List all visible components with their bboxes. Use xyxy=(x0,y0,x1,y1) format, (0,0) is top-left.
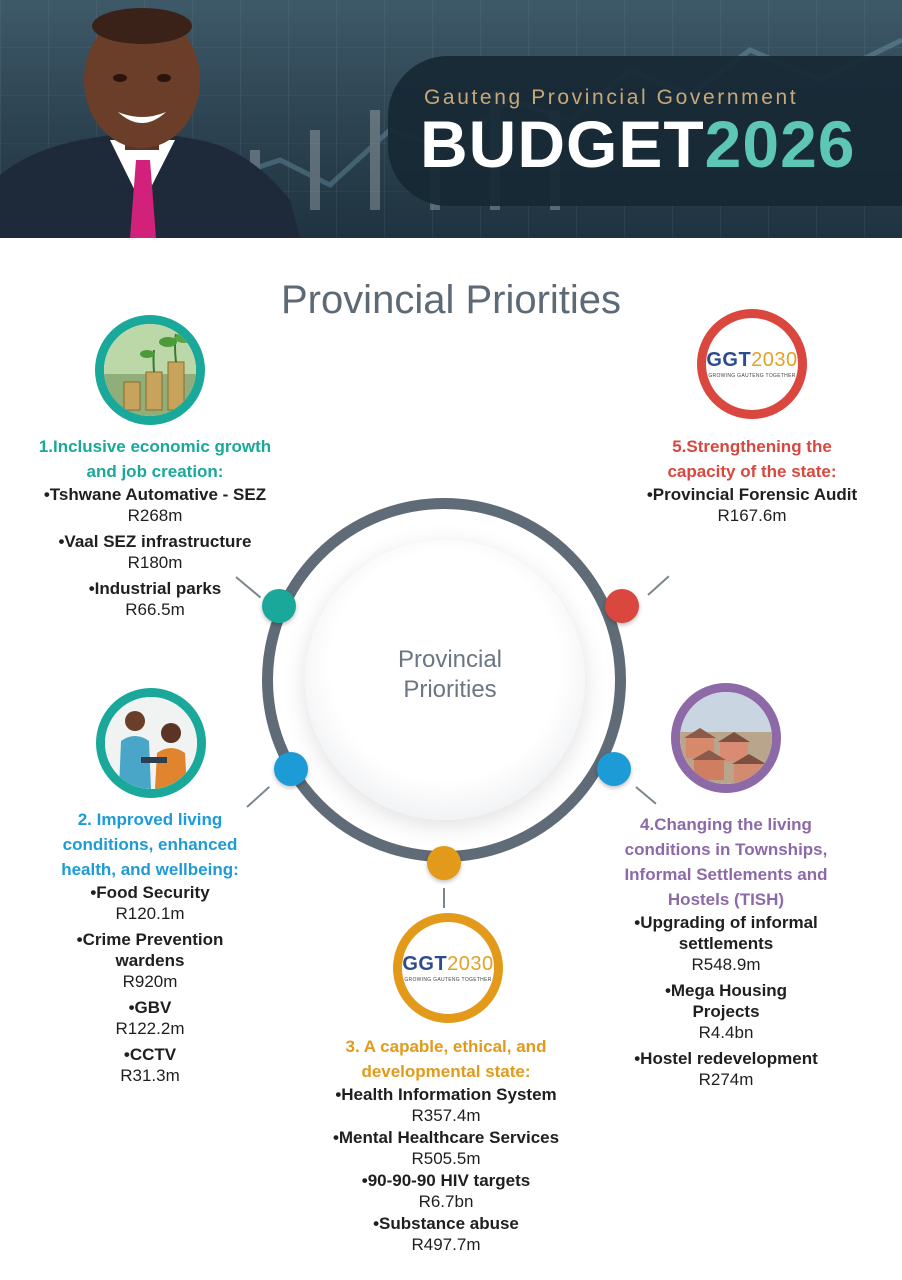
priority-item-name: •Mental Healthcare Services xyxy=(332,1128,560,1147)
priority-item-name: •Food Security xyxy=(90,883,210,902)
header-banner xyxy=(0,0,902,238)
node-blue-right xyxy=(597,752,631,786)
priority-item-amount: R6.7bn xyxy=(418,1192,474,1211)
ggt-text: GGT xyxy=(706,349,752,371)
priority-4-block xyxy=(600,812,852,1095)
priority-item-amount: R167.6m xyxy=(717,506,787,525)
priority-item-amount: R268m xyxy=(127,506,183,525)
priority-1-block xyxy=(10,434,300,625)
center-label xyxy=(355,645,545,705)
ggt2030-logo xyxy=(706,349,798,379)
priority-item-name: •Provincial Forensic Audit xyxy=(646,485,858,504)
priority-5-block xyxy=(618,434,886,531)
priority-item-amount: R120.1m xyxy=(115,904,185,923)
priority-2-heading: 2. Improved living conditions, enhanced health, and wellbeing: xyxy=(61,810,239,879)
priority-4-heading: 4.Changing the living conditions in Townships, Informal Settlements and Hostels (TISH) xyxy=(624,815,828,909)
priority-item-name: •Vaal SEZ infrastructure xyxy=(58,532,252,551)
node-blue-left xyxy=(274,752,308,786)
priority-item-name: •Tshwane Automative - SEZ xyxy=(43,485,267,504)
priority-item-name: •Substance abuse xyxy=(373,1214,519,1233)
center-label-line-1: Provincial xyxy=(397,646,503,673)
node-orange xyxy=(427,846,461,880)
priority-3-heading: 3. A capable, ethical, and developmental state: xyxy=(345,1037,547,1081)
priority-item-name: •Hostel redevelopment xyxy=(634,1049,818,1068)
node-red xyxy=(605,589,639,623)
priority-item-amount: R274m xyxy=(698,1070,754,1089)
priority-item-name: •90-90-90 HIV targets xyxy=(361,1171,531,1190)
page-title: Provincial Priorities xyxy=(280,278,622,322)
priority-item-amount: R4.4bn xyxy=(698,1023,754,1042)
priority-item-amount: R66.5m xyxy=(125,600,185,619)
priority-item-amount: R505.5m xyxy=(411,1149,481,1168)
priority-3-block xyxy=(290,1034,602,1260)
priority-item-amount: R497.7m xyxy=(411,1235,481,1254)
connector-3 xyxy=(443,888,445,908)
priority-item-amount: R31.3m xyxy=(120,1066,180,1085)
connector-4 xyxy=(635,786,656,804)
priority-item-amount: R122.2m xyxy=(115,1019,185,1038)
coins-plant-icon xyxy=(95,315,205,425)
budget-year: 2026 xyxy=(704,107,856,181)
priority-1-heading: 1.Inclusive economic growth and job creation: xyxy=(38,437,272,481)
ggt-year-text: 2030 xyxy=(751,349,798,371)
ggt2030-logo-orange xyxy=(393,913,503,1023)
ggt-year-text: 2030 xyxy=(447,953,494,975)
ggt2030-logo xyxy=(402,953,494,983)
budget-word: BUDGET xyxy=(420,107,705,181)
priority-5-heading: 5.Strengthening the capacity of the state: xyxy=(667,437,837,481)
connector-2 xyxy=(246,786,270,808)
priority-item-name: •Health Information System xyxy=(335,1085,557,1104)
priority-item-amount: R548.9m xyxy=(691,955,761,974)
budget-title xyxy=(420,104,856,184)
priority-item-amount: R357.4m xyxy=(411,1106,481,1125)
center-label-line-2: Priorities xyxy=(403,676,497,703)
ggt2030-logo-red xyxy=(697,309,807,419)
priority-item-name: •Industrial parks xyxy=(88,579,222,598)
mec-portrait xyxy=(0,0,300,238)
priority-item-name: •Mega Housing Projects xyxy=(664,981,788,1021)
priority-item-name: •GBV xyxy=(128,998,172,1017)
nurse-patient-icon xyxy=(96,688,206,798)
ggt-text: GGT xyxy=(402,953,448,975)
priority-item-name: •Crime Prevention wardens xyxy=(76,930,224,970)
priority-item-amount: R920m xyxy=(122,972,178,991)
priority-2-block xyxy=(30,807,270,1091)
government-name: Gauteng Provincial Government xyxy=(424,86,799,109)
ggt-tagline: GROWING GAUTENG TOGETHER xyxy=(708,373,796,379)
ggt-tagline: GROWING GAUTENG TOGETHER xyxy=(404,977,492,983)
priority-item-name: •CCTV xyxy=(123,1045,177,1064)
priority-item-name: •Upgrading of informal settlements xyxy=(634,913,818,953)
connector-5 xyxy=(647,576,669,596)
township-houses-icon xyxy=(671,683,781,793)
priority-item-amount: R180m xyxy=(127,553,183,572)
